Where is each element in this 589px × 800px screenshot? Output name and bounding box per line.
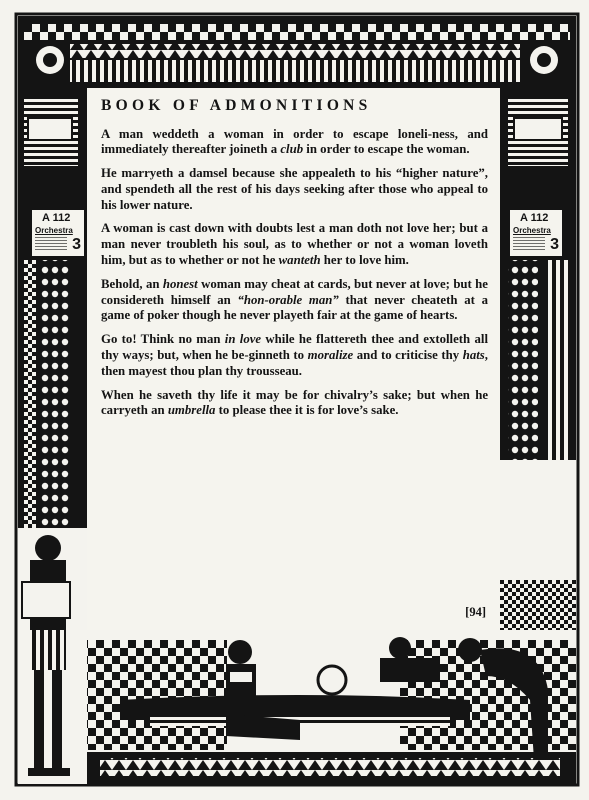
emphasis-text: in love [224, 332, 262, 347]
emphasis-text: club [280, 142, 304, 157]
ticket-number: 3 [72, 236, 81, 253]
ticket-seat: A 112 [42, 212, 71, 224]
emphasis-text: hats [462, 348, 485, 363]
ticket-fine-print [35, 237, 67, 251]
emphasis-text: “hon-orable man” [237, 292, 339, 307]
ticket-number: 3 [550, 236, 559, 253]
emphasis-text: moralize [307, 348, 354, 363]
emphasis-text: umbrella [167, 403, 216, 418]
ticket-section: Orchestra [513, 226, 551, 235]
theater-ticket-right [508, 208, 564, 258]
admonition-paragraph: Go to! Think no man in love while he flattereth thee and extolleth all thy ways; but, when he be-ginneth to moralize and to criticise thy hats, then mayest thou plan thy trousseau. [101, 332, 488, 378]
emphasis-text: honest [162, 276, 198, 291]
ticket-fine-print [513, 237, 545, 251]
text-panel [87, 88, 500, 630]
admonition-paragraph: He marryeth a damsel because she appealeth to his “higher nature”, and spendeth all the rest of his days seeking after those who appeal to his lower nature. [101, 166, 488, 212]
theater-ticket-left [30, 208, 86, 258]
lotus-ornament-left [36, 46, 64, 74]
egyptian-figure-left [18, 528, 87, 784]
ticket-seat: A 112 [520, 212, 549, 224]
admonition-paragraph: When he saveth thy life it may be for chivalry’s sake; but when he carryeth an umbrella to please thee it is for love’s sake. [101, 387, 488, 418]
admonition-paragraph: Behold, an honest woman may cheat at cards, but never at love; but he considereth himself an “hon-orable man” that never cheateth at a game of poker though he never playeth fair at the game of hearts. [101, 276, 488, 323]
page-title: BOOK OF ADMONITIONS [101, 97, 372, 114]
emphasis-text: wanteth [278, 253, 321, 268]
lotus-ornament-right [530, 46, 558, 74]
page-number: [94] [465, 605, 486, 619]
admonition-paragraph: A man weddeth a woman in order to escape loneli-ness, and immediately thereafter joineth a club in order to escape the woman. [101, 126, 488, 157]
ticket-section: Orchestra [35, 226, 73, 235]
admonition-paragraph: A woman is cast down with doubts lest a man doth not love her; but a man never troubleth his soul, as to whether or not a woman loveth him, but as to whether or not he wanteth her to love him. [101, 221, 488, 268]
